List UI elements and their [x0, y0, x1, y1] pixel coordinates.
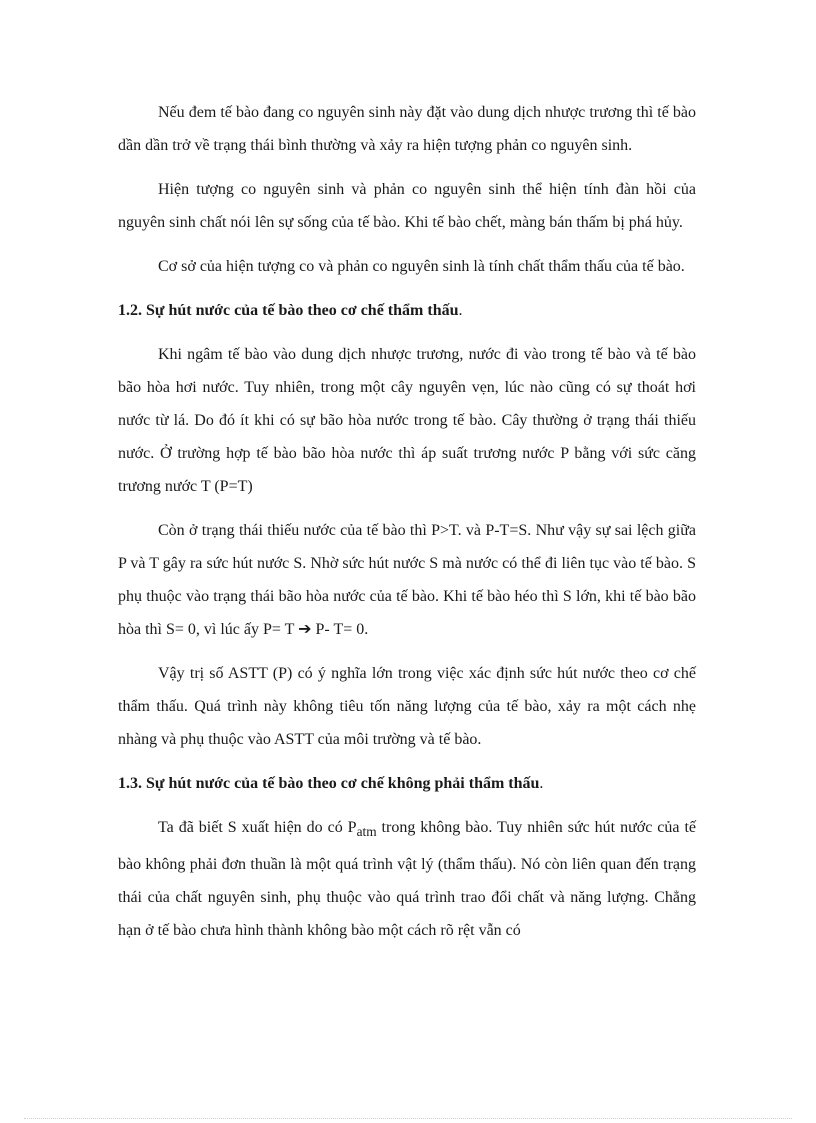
document-page: [118, 96, 696, 958]
page-bottom-rule: [24, 1118, 792, 1119]
paragraph-astt-significance: Vậy trị số ASTT (P) có ý nghĩa lớn trong việc xác định sức hút nước theo cơ chế thẩm thấu. Quá trình này không tiêu tốn năng lượng của tế bào, xảy ra một cách nhẹ nhàng và phụ thuộc vào ASTT của môi trường và tế bào.: [118, 665, 696, 748]
paragraph-hypotonic-soak: Khi ngâm tế bào vào dung dịch nhược trương, nước đi vào trong tế bào và tế bào bão hòa hơi nước. Tuy nhiên, trong một cây nguyên vẹn, lúc nào cũng có sự thoát hơi nước từ lá. Do đó ít khi có sự bão hòa nước trong tế bào. Cây thường ở trạng thái thiếu nước. Ở trường hợp tế bào bão hòa nước thì áp suất trương nước P bằng với sức căng trương nước T (P=T): [118, 346, 696, 495]
paragraph-osmosis-basis: Cơ sở của hiện tượng co và phản co nguyên sinh là tính chất thẩm thấu của tế bào.: [158, 258, 685, 275]
section-heading-1-3: [118, 767, 696, 800]
section-heading-1-2-text: 1.2. Sự hút nước của tế bào theo cơ chế thẩm thấu: [118, 302, 459, 319]
section-heading-1-3-period: .: [539, 775, 544, 792]
section-heading-1-2-period: .: [458, 302, 463, 319]
subscript-atm: atm: [356, 824, 377, 840]
section-heading-1-2: [118, 294, 696, 327]
paragraph-plasmolysis-reversal: Nếu đem tế bào đang co nguyên sinh này đặt vào dung dịch nhược trương thì tế bào dần dần trở về trạng thái bình thường và xảy ra hiện tượng phản co nguyên sinh.: [118, 104, 696, 154]
paragraph-non-osmotic-start: Ta đã biết S xuất hiện do có P: [158, 819, 357, 836]
paragraph-non-osmotic-rest: trong không bào. Tuy nhiên sức hút nước của tế bào không phải đơn thuần là một quá trình vật lý (thẩm thấu). Nó còn liên quan đến trạng thái của chất nguyên sinh, phụ thuộc vào quá trình trao đổi chất và năng lượng. Chẳng hạn ở tế bào chưa hình thành không bào một cách rõ rệt vẫn có: [118, 819, 697, 940]
paragraph-water-deficit: Còn ở trạng thái thiếu nước của tế bào thì P>T. và P-T=S. Như vậy sự sai lệch giữa P và T gây ra sức hút nước S. Nhờ sức hút nước S mà nước có thể đi liên tục vào tế bào. S phụ thuộc vào trạng thái bão hòa nước của tế bào. Khi tế bào héo thì S lớn, khi tế bào bão hòa thì S= 0, vì lúc ấy P= T ➔ P- T= 0.: [118, 522, 696, 638]
paragraph-non-osmotic: [118, 811, 696, 947]
paragraph-elasticity: Hiện tượng co nguyên sinh và phản co nguyên sinh thể hiện tính đàn hồi của nguyên sinh chất nói lên sự sống của tế bào. Khi tế bào chết, màng bán thấm bị phá hủy.: [118, 181, 696, 231]
section-heading-1-3-text: 1.3. Sự hút nước của tế bào theo cơ chế không phải thẩm thấu: [118, 775, 540, 792]
